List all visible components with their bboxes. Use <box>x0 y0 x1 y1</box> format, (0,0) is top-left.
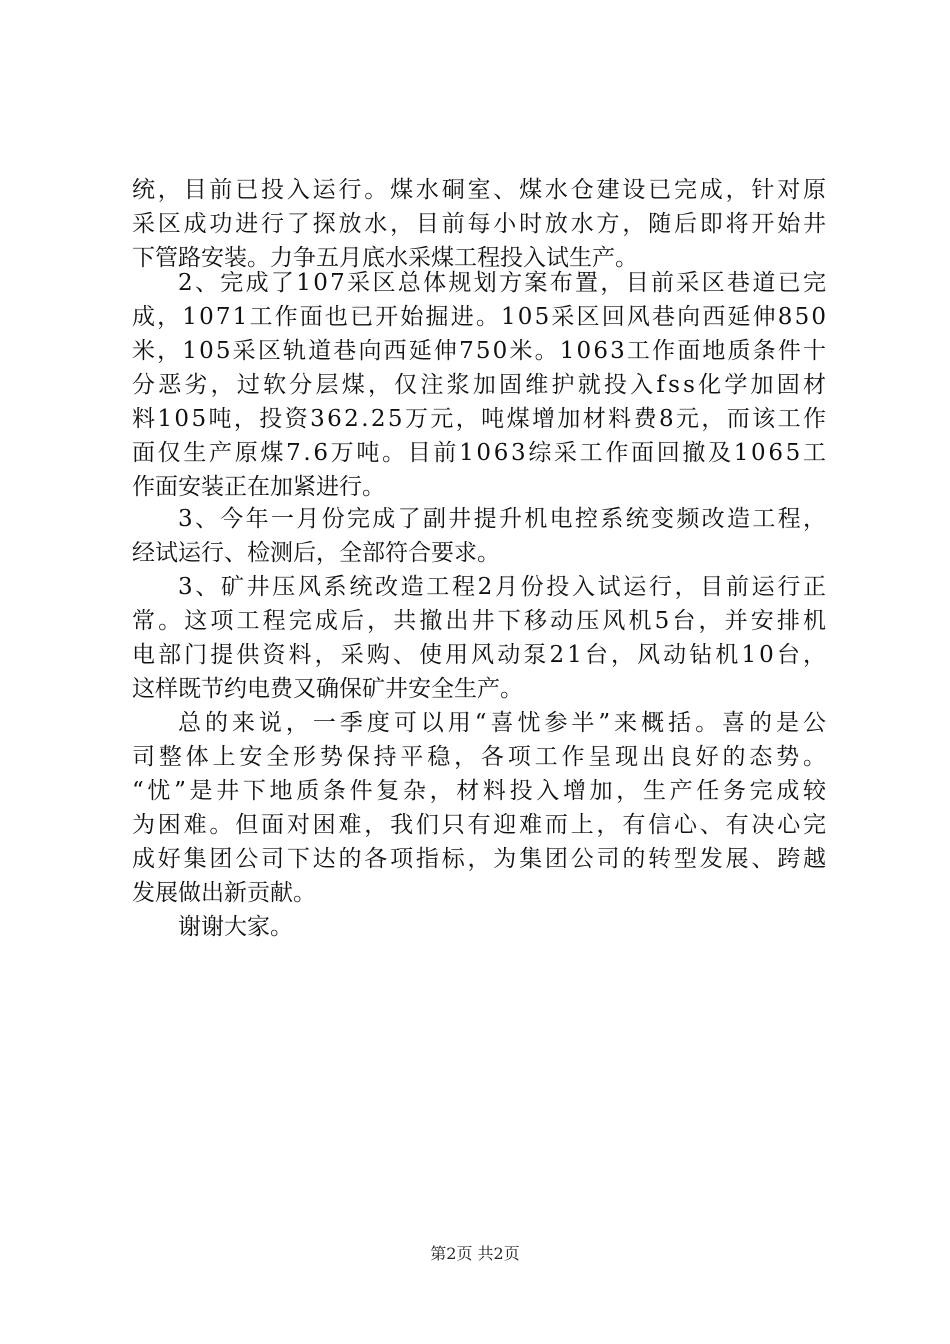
body-line <box>0 740 950 774</box>
line-text: 作面安装正在加紧进行。 <box>132 474 385 500</box>
line-text: 统，目前已投入运行。煤水硐室、煤水仓建设已完成，针对原 <box>132 177 829 203</box>
line-text: 采区成功进行了探放水，目前每小时放水方，随后即将开始井 <box>132 211 829 237</box>
line-text: 电部门提供资料，采购、使用风动泵21台，风动钻机10台， <box>132 642 830 668</box>
line-text: 米，105采区轨道巷向西延伸750米。1063工作面地质条件十 <box>132 338 829 364</box>
body-line <box>0 808 950 842</box>
body-line <box>0 368 950 402</box>
body-line <box>0 842 950 876</box>
line-text: 成，1071工作面也已开始掘进。105采区回风巷向西延伸850 <box>132 304 829 330</box>
line-text: 总的来说，一季度可以用“喜忧参半”来概括。喜的是公 <box>178 710 830 736</box>
body-line <box>0 173 950 207</box>
line-text: 发展做出新贡献。 <box>132 880 316 906</box>
body-line <box>0 910 950 944</box>
line-text: 料105吨，投资362.25万元，吨煤增加材料费8元，而该工作 <box>132 406 829 432</box>
line-text: 常。这项工程完成后，共撤出井下移动压风机5台，并安排机 <box>132 608 830 634</box>
body-line <box>0 402 950 436</box>
body-line <box>0 502 950 536</box>
body-line <box>0 436 950 470</box>
line-text: 司整体上安全形势保持平稳，各项工作呈现出良好的态势。 <box>132 744 830 770</box>
line-text: 经试运行、检测后，全部符合要求。 <box>132 540 500 566</box>
body-line <box>0 266 950 300</box>
line-text: 这样既节约电费又确保矿井安全生产。 <box>132 676 523 702</box>
line-text: 分恶劣，过软分层煤，仅注浆加固维护就投入fss化学加固材 <box>132 372 830 398</box>
body-line <box>0 774 950 808</box>
body-line <box>0 876 950 910</box>
line-text: “忧”是井下地质条件复杂，材料投入增加，生产任务完成较 <box>132 778 830 804</box>
line-text: 成好集团公司下达的各项指标，为集团公司的转型发展、跨越 <box>132 846 829 872</box>
body-line <box>0 207 950 241</box>
line-text: 下管路安装。力争五月底水采煤工程投入试生产。 <box>132 245 638 271</box>
line-text: 3、今年一月份完成了副井提升机电控系统变频改造工程， <box>178 506 829 532</box>
body-line <box>0 638 950 672</box>
page-footer: 第2页 共2页 <box>430 1244 520 1263</box>
line-text: 面仅生产原煤7.6万吨。目前1063综采工作面回撤及1065工 <box>132 440 829 466</box>
body-line <box>0 470 950 504</box>
body-line <box>0 570 950 604</box>
body-line <box>0 672 950 706</box>
line-text: 为困难。但面对困难，我们只有迎难而上，有信心、有决心完 <box>132 812 829 838</box>
line-text: 2、完成了107采区总体规划方案布置，目前采区巷道已完 <box>178 270 829 296</box>
line-text: 谢谢大家。 <box>178 914 293 940</box>
line-text: 3、矿井压风系统改造工程2月份投入试运行，目前运行正 <box>178 574 829 600</box>
body-line <box>0 300 950 334</box>
body-line <box>0 706 950 740</box>
body-line <box>0 536 950 570</box>
body-line <box>0 604 950 638</box>
body-line <box>0 334 950 368</box>
